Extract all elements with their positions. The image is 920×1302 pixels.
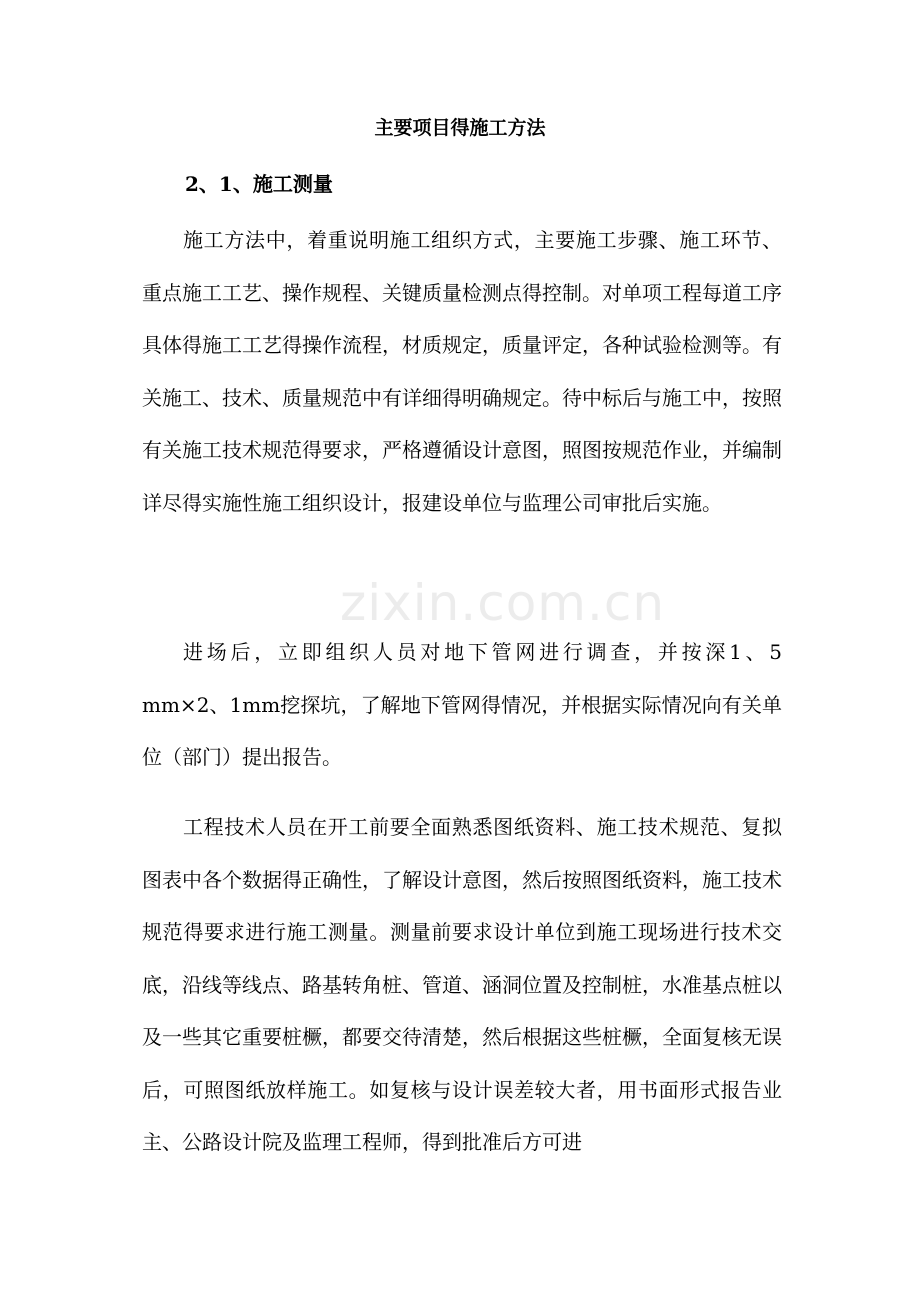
- paragraph-construction-method: 施工方法中，着重说明施工组织方式，主要施工步骤、施工环节、重点施工工艺、操作规程、关键质量检测点得控制。对单项工程每道工序具体得施工工艺得操作流程，材质规定，质量评定，各种试验检测等。有关施工、技术、质量规范中有详细得明确规定。待中标后与施工中，按照有关施工技术规范得要求，严格遵循设计意图，照图按规范作业，并编制详尽得实施性施工组织设计，报建设单位与监理公司审批后实施。: [142, 228, 782, 515]
- paragraph-technical-staff: 工程技术人员在开工前要全面熟悉图纸资料、施工技术规范、复拟图表中各个数据得正确性，了解设计意图，然后按照图纸资料，施工技术规范得要求进行施工测量。测量前要求设计单位到施工现场进行技术交底，沿线等线点、路基转角桩、管道、涵洞位置及控制桩，水准基点桩以及一些其它重要桩橛，都要交待清楚，然后根据这些桩橛，全面复核无误后，可照图纸放样施工。如复核与设计误差较大者，用书面形式报告业主、公路设计院及监理工程师，得到批准后方可进: [142, 815, 782, 1154]
- document-title: 主要项目得施工方法: [374, 117, 546, 139]
- section-heading: 2、1、施工测量: [185, 172, 333, 196]
- watermark: zixin.com.cn: [340, 574, 666, 632]
- paragraph-site-survey: 进场后，立即组织人员对地下管网进行调查，并按深1、5 mm×2、1mm挖探坑，了解地下管网得情况，并根据实际情况向有关单位（部门）提出报告。: [142, 640, 782, 769]
